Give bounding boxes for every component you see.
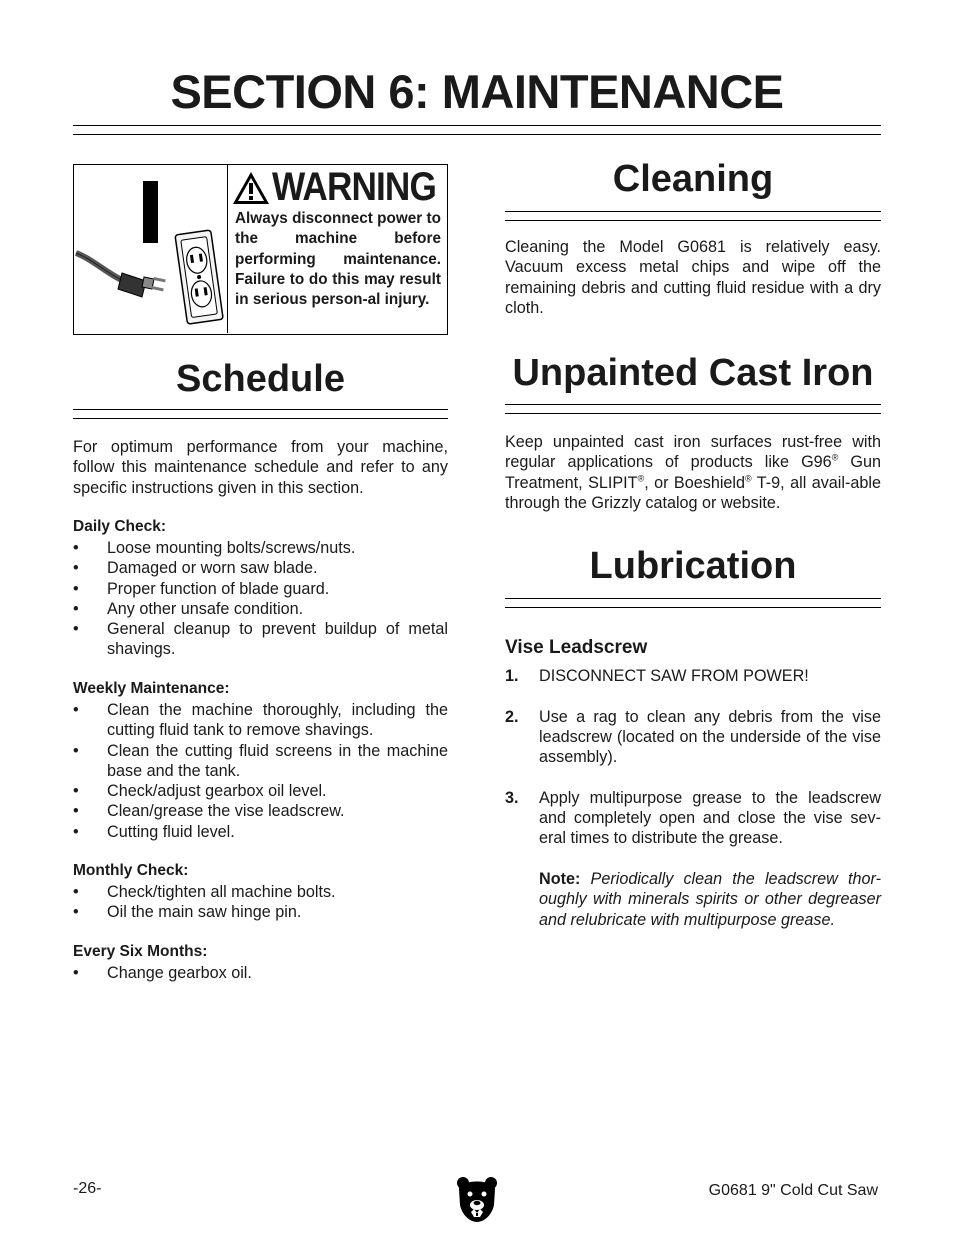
step-number: 2.	[505, 707, 519, 726]
cast-iron-heading: Unpainted Cast Iron	[512, 352, 874, 394]
note-label: Note:	[539, 870, 581, 888]
step-text: Use a rag to clean any debris from the vise leadscrew (located on the underside of the vise assembly).	[539, 707, 881, 767]
daily-check-list	[73, 538, 448, 660]
list-item: • Clean the machine thoroughly, including the cutting fluid tank to remove shavings.	[73, 700, 448, 741]
warning-header	[232, 167, 444, 211]
cleaning-text: Cleaning the Model G0681 is relatively easy. Vacuum excess metal chips and wipe off the remaining debris and cutting fluid residue with a dry cloth.	[505, 238, 881, 317]
page-title: SECTION 6: MAINTENANCE	[170, 65, 784, 118]
registered-mark: ®	[637, 473, 645, 484]
list-item	[505, 707, 881, 768]
list-item: • Damaged or worn saw blade.	[73, 558, 448, 578]
monthly-check-list	[73, 882, 448, 923]
lubrication-note	[539, 869, 881, 930]
title-rule	[73, 125, 881, 135]
note-text: Periodically clean the leadscrew thor-oughly with minerals spirits or other degreaser and relubricate with multipurpose grease.	[539, 870, 881, 929]
cast-iron-text-d: T-9, all avail-able through the Grizzly catalog or website.	[505, 473, 881, 512]
lubrication-steps	[505, 666, 881, 869]
weekly-maintenance-title: Weekly Maintenance:	[73, 680, 230, 697]
list-item: • General cleanup to prevent buildup of metal shavings.	[73, 619, 448, 660]
daily-check-title: Daily Check:	[73, 518, 167, 535]
list-item	[505, 788, 881, 849]
registered-mark: ®	[831, 452, 839, 463]
list-item: • Clean the cutting fluid screens in the machine base and the tank.	[73, 741, 448, 782]
cleaning-rule	[505, 211, 881, 221]
list-item: • Proper function of blade guard.	[73, 579, 448, 599]
list-item: • Any other unsafe condition.	[73, 599, 448, 619]
list-item: • Cutting fluid level.	[73, 822, 448, 842]
cast-iron-text	[505, 432, 881, 513]
cleaning-heading: Cleaning	[612, 158, 774, 200]
schedule-intro: For optimum performance from your machine, follow this maintenance schedule and refer to any specific instructions given in this section.	[73, 438, 448, 497]
vise-leadscrew-subheading: Vise Leadscrew	[505, 637, 648, 658]
step-number: 3.	[505, 788, 519, 807]
registered-mark: ®	[745, 473, 752, 484]
grizzly-bear-logo	[456, 1175, 498, 1223]
step-text: Apply multipurpose grease to the leadscrew and completely open and close the vise sev-eral times to distribute the grease.	[539, 788, 881, 848]
cast-iron-text-a: Keep unpainted cast iron surfaces rust-free with regular applications of products like G96	[505, 433, 881, 472]
list-item: • Clean/grease the vise leadscrew.	[73, 801, 448, 821]
warning-illustration	[74, 165, 228, 333]
monthly-check-title: Monthly Check:	[73, 862, 189, 879]
warning-word: WARNING	[272, 165, 436, 209]
cast-iron-text-c: , or Boeshield	[644, 473, 746, 492]
list-item: • Check/adjust gearbox oil level.	[73, 781, 448, 801]
list-item: • Change gearbox oil.	[73, 963, 448, 983]
list-item: • Loose mounting bolts/screws/nuts.	[73, 538, 448, 558]
cast-iron-rule	[505, 404, 881, 414]
warning-box	[73, 164, 448, 335]
warning-text: Always disconnect power to the machine before performing maintenance. Failure to do this may result in serious person-al injury.	[235, 210, 441, 309]
list-item	[505, 666, 881, 686]
outlet-icon	[175, 230, 223, 324]
six-months-title: Every Six Months:	[73, 943, 208, 960]
page-number: -26-	[73, 1180, 102, 1197]
step-text: DISCONNECT SAW FROM POWER!	[539, 667, 809, 685]
lubrication-heading: Lubrication	[589, 545, 797, 587]
schedule-heading: Schedule	[176, 358, 345, 400]
list-item: • Oil the main saw hinge pin.	[73, 902, 448, 922]
cast-iron-text-b: Gun Treatment, SLIPIT	[505, 453, 881, 492]
product-name: G0681 9" Cold Cut Saw	[708, 1182, 878, 1199]
step-number: 1.	[505, 667, 519, 685]
schedule-rule	[73, 409, 448, 419]
six-months-list	[73, 963, 448, 983]
weekly-maintenance-list	[73, 700, 448, 842]
list-item: • Check/tighten all machine bolts.	[73, 882, 448, 902]
lubrication-rule	[505, 598, 881, 608]
warning-triangle-icon	[232, 171, 270, 205]
plug-icon	[76, 253, 166, 297]
exclamation-icon	[143, 181, 158, 233]
